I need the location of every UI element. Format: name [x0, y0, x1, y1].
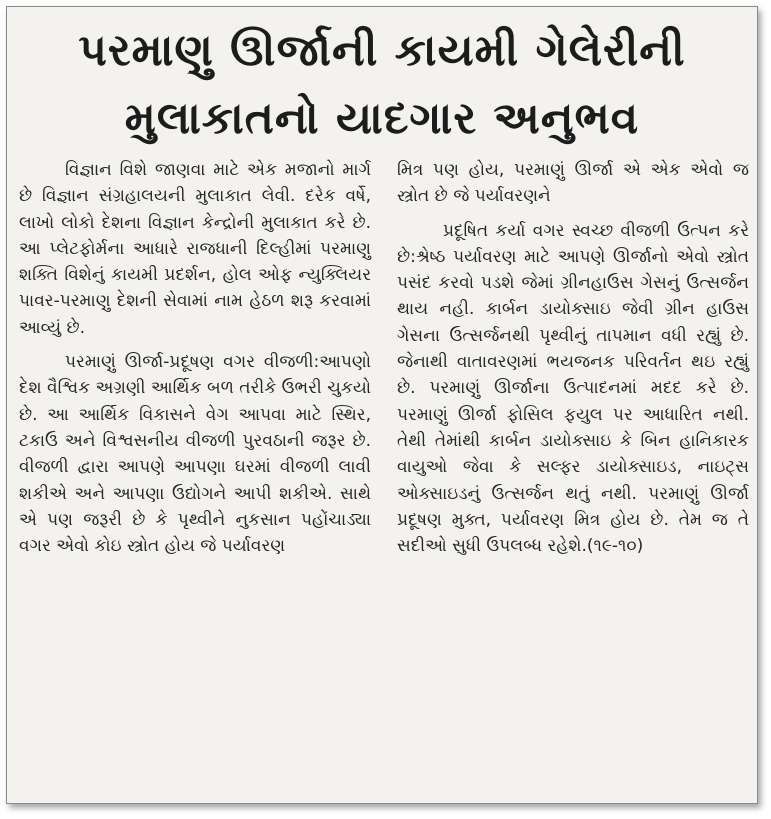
newspaper-clipping: [6, 6, 758, 804]
article-paragraph: વિજ્ઞાન વિશે જાણવા માટે એક મજાનો માર્ગ છે વિજ્ઞાન સંગ્રહાલયની મુલાકાત લેવી. દરેક વર્ષે, લાખો લોકો દેશના વિજ્ઞાન કેન્દ્રોની મુલાકાત કરે છે. આ પ્લેટફોર્મના આધારે રાજધાની દિલ્હીમાં પરમાણુ શક્તિ વિશેનું કાયમી પ્રદર્શન, હોલ ઓફ ન્યુક્લિયર પાવર-પરમાણુ દેશની સેવામાં નામ હેઠળ શરૂ કરવામાં આવ્યું છે.: [19, 160, 371, 338]
article-column-left: [19, 157, 371, 559]
article-paragraph: પરમાણું ઊર્જા-પ્રદૂષણ વગર વીજળી:આપણો દેશ વૈશ્વિક અગ્રણી આર્થિક બળ તરીકે ઉભરી ચુકયો છે. આ આર્થિક વિકાસને વેગ આપવા માટે સ્થિર, ટકાઉ અને વિશ્વસનીય વીજળી પુરવઠાની જરૂર છે. વીજળી દ્વારા આપણે આપણા ઘરમાં વીજળી લાવી શકીએ અને આપણા ઉદ્યોગને આપી શકીએ. સાથે એ પણ જરૂરી છે કે પૃથ્વીને નુકસાન પહોંચાડ્યા વગર એવો કોઇ સ્ત્રોત હોય જે પર્યાવરણ: [19, 352, 371, 557]
article-paragraph: મિત્ર પણ હોય, પરમાણું ઊર્જા એ એક એવો જ સ્ત્રોત છે જે પર્યાવરણને: [397, 160, 749, 207]
headline-line-1: પરમાણુ ઊર્જાની કાયમી ગેલેરીની: [78, 25, 686, 76]
article-column-right: [397, 157, 749, 559]
article-paragraph: પ્રદૂષિત કર્યા વગર સ્વચ્છ વીજળી ઉત્પન કરે છે:શ્રેષ્ઠ પર્યાવરણ માટે આપણે ઊર્જાનો એવો સ્ત્રોત પસંદ કરવો પડશે જેમાં ગ્રીનહાઉસ ગેસનું ઉત્સર્જન થાય નહી. કાર્બન ડાયોક્સાઇ જેવી ગ્રીન હાઉસ ગેસના ઉત્સર્જનથી પૃથ્વીનું તાપમાન વધી રહ્યું છે. જેનાથી વાતાવરણમાં ભયજનક પરિવર્તન થઇ રહ્યું છે. પરમાણું ઊર્જાના ઉત્પાદનમાં મદદ કરે છે. પરમાણું ઊર્જા ફોસિલ ફયુલ પર આધારિત નથી. તેથી તેમાંથી કાર્બન ડાયોક્સાઇ કે બિન હાનિકારક વાયુઓ જેવા કે સલ્ફર ડાયોક્સાઇડ, નાઇટ્સ ઓક્સાઇડનું ઉત્સર્જન થતું નથી. પરમાણું ઊર્જા પ્રદૂષણ મુક્ત, પર્યાવરણ મિત્ર હોય છે. તેમ જ તે સદીઓ સુધી ઉપલબ્ધ રહેશે.(૧૯-૧૦): [397, 220, 749, 557]
headline-line-2: મુલાકાતનો યાદગાર અનુભવ: [124, 93, 640, 144]
